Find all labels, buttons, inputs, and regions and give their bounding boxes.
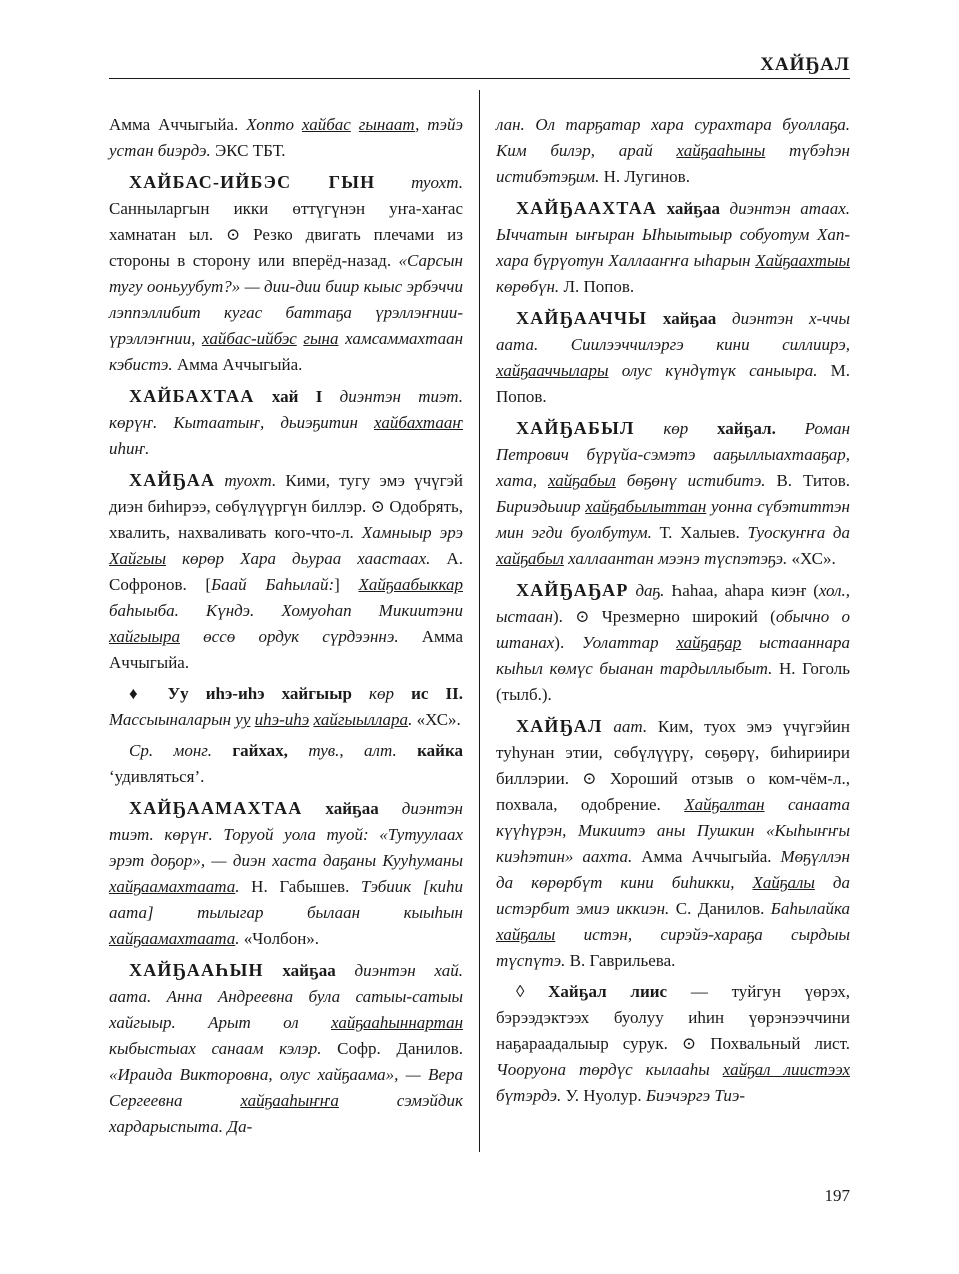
text-run: , тэйэ устан биэрдэ.: [109, 115, 464, 160]
text-run: көрөбүн.: [496, 277, 560, 296]
text-run: «ХС».: [412, 710, 461, 729]
headword: ХАЙБАХТАА: [129, 386, 255, 406]
headword: ХАЙҔААМАХТАА: [129, 798, 303, 818]
text-run: [496, 549, 564, 568]
text-run: иһиҥ.: [109, 439, 150, 458]
text-run: көрөр Хара дьураа хаастаах.: [166, 549, 431, 568]
text-run: [684, 795, 764, 814]
text-run: Ср. монг.: [129, 741, 212, 760]
text-run: хайҕал лиистээх: [722, 1060, 851, 1079]
text-run: да истэрбит эмиэ иккиэн.: [496, 873, 850, 918]
text-run: «ХС».: [787, 549, 836, 568]
text-run: өссө ордук сүрдээннэ.: [179, 627, 399, 646]
entry-khaybas-iybes-gyn: [109, 169, 463, 378]
text-run: «Чолбон».: [239, 929, 320, 948]
text-run: хайҕаамахтаата: [109, 877, 236, 896]
text-run: диэнтэн тиэт. көрүҥ. Торуой уола туой: «Тутуулаах эрэт доҕор», — диэн хаста даҕаны Кууһуманы: [109, 799, 463, 870]
text-run: «Сарсын тугу ооньуубут?» — дии-дии биир кыыс эрбэччи лэппэллибит кугас баттаҕа үрэллэҥнии-үрэллэҥнии,: [109, 251, 463, 348]
entry-khaygaakhtaa: [496, 195, 850, 300]
text-run: Н. Гоголь (тылб.).: [496, 659, 850, 704]
text-run: Амма Аччыгыйа.: [109, 115, 247, 134]
text-run: «Ираида Викторовна, олус хайҕаама», — Вера Сергеевна: [109, 1065, 463, 1110]
text-run: [496, 361, 609, 380]
text-run: кайка: [396, 741, 463, 760]
text-run: Кими, тугу эмэ үчүгэй диэн биһирээ, сөбүлүүргүн биллэр. ⊙ Одобрять, хвалить, нахваливать кого-что-л.: [109, 471, 464, 542]
text-run: Амма Аччыгыйа.: [632, 847, 781, 866]
idiom-khaygal-liis: [496, 979, 850, 1109]
text-run: хайҕабыл: [547, 471, 616, 490]
text-run: .: [235, 877, 240, 896]
text-run: хайгыыллара: [313, 710, 409, 729]
text-run: гынаат: [358, 115, 416, 134]
headword: ХАЙБАС-ИЙБЭС ГЫН: [129, 172, 376, 192]
text-run: Тэбиик [киһи аата] тылыгар былаан кыыһын: [109, 877, 463, 922]
text-run: Баай Баһылай:: [211, 575, 335, 594]
text-run: Уолаттар: [581, 633, 677, 652]
text-run: Хайҕаабыккар: [358, 575, 463, 594]
text-run: [676, 141, 765, 160]
text-run: даҕ.: [628, 581, 665, 600]
text-run: Ким, туох эмэ үчүгэйин туһунан этии, сөбүлүүрү, сөҕөрү, биһириири биллэрии. ⊙ Хороший отзыв о ком-чём-л., похвала, одобрение.: [496, 717, 850, 814]
text-run: хайҕааччылары: [496, 361, 609, 380]
text-run: иһэ-иһэ: [254, 710, 310, 729]
running-head: ХАЙҔАЛ: [760, 54, 850, 75]
text-run: хайбас: [301, 115, 351, 134]
text-run: [303, 329, 338, 348]
right-column: [496, 112, 850, 1114]
headword: ХАЙҔААҺЫН: [129, 960, 264, 980]
text-run: [755, 251, 850, 270]
text-run: .: [408, 710, 413, 729]
text-run: ]: [334, 575, 359, 594]
text-run: ис II.: [394, 684, 464, 703]
text-run: диэнтэн х-ччы аата. Сиилээччилэргэ кини силлиирэ,: [496, 309, 850, 354]
text-run: Чооруона төрдүс кылааһы: [496, 1060, 723, 1079]
text-run: [109, 549, 166, 568]
etymology-note: [109, 738, 463, 790]
text-run: [676, 633, 741, 652]
text-run: [374, 413, 463, 432]
text-run: ). ⊙ Чрезмерно широкий (: [552, 607, 776, 626]
text-run: хайҕаа: [302, 799, 379, 818]
text-run: хол., ыстаан: [496, 581, 851, 626]
text-run: Санныларгын икки өттүгүнэн уҥа-хаҥас хамнатан ыл. ⊙ Резко двигать плечами из стороны в сторону или вперёд-назад.: [109, 199, 463, 270]
entry-khaygaachchy: [496, 305, 850, 410]
entry-khaybakhtaa: [109, 383, 463, 462]
text-run: Баһылайка: [770, 899, 850, 918]
text-run: хайҕабылыттан: [585, 497, 707, 516]
text-run: хай: [254, 387, 299, 406]
text-run: Хайҕалы: [752, 873, 815, 892]
text-run: халлаантан мээнэ түспэтэҕэ.: [563, 549, 788, 568]
text-run: туохт.: [375, 173, 463, 192]
text-run: [255, 710, 310, 729]
text-run: ‘удивляться’.: [109, 767, 205, 786]
text-run: [351, 115, 359, 134]
text-run: уу: [235, 710, 251, 729]
text-run: — туйгун үөрэх, бэрээдэктээх буолуу иһин үөрэнээччини наҕараадалыыр сурук. ⊙ Похвальный лист.: [496, 982, 850, 1053]
text-run: гына: [303, 329, 339, 348]
entry-continuation: [109, 112, 463, 164]
text-run: [753, 873, 815, 892]
text-run: Мөҕүллэн да көрөрбүт кини биһикки,: [496, 847, 850, 892]
text-run: [331, 1013, 463, 1032]
text-run: уонна сүбэтиттэн мин эгди буолбутум.: [496, 497, 850, 542]
entry-khaygaahyn: [109, 957, 463, 1140]
text-run: [314, 710, 409, 729]
text-run: ◊ Хайҕал лиис: [516, 982, 668, 1001]
text-run: Хопто: [246, 115, 302, 134]
text-run: Хайгыы: [109, 549, 167, 568]
text-run: Т. Халыев.: [651, 523, 748, 542]
headword: ХАЙҔААЧЧЫ: [516, 308, 648, 328]
column-divider: [479, 90, 480, 1152]
text-run: кыбыстыах санаам кэлэр.: [109, 1039, 322, 1058]
text-run: санаата күүһүрэн, Микиитэ аны Пушкин «Кыһыҥҥы киэһэтин» аахта.: [496, 795, 851, 866]
text-run: Биэчэргэ Тиэ-: [645, 1086, 746, 1105]
headword: ХАЙҔАА: [129, 470, 216, 490]
entry-khaygal: [496, 713, 850, 974]
text-run: олус күндүтүк саныыра.: [608, 361, 818, 380]
text-run: [109, 627, 180, 646]
text-run: аат.: [602, 717, 648, 736]
text-run: [359, 115, 415, 134]
text-run: [496, 925, 555, 944]
text-run: хайҕааһыҥҥа: [240, 1091, 339, 1110]
text-run: ♦ Уу иһэ-иһэ хайгыыр: [129, 684, 352, 703]
text-run: А. Софронов. [: [109, 549, 464, 594]
text-run: Хайҕалтан: [684, 795, 765, 814]
text-run: В. Титов.: [765, 471, 850, 490]
entry-khaygabyl: [496, 415, 850, 572]
text-run: [109, 877, 235, 896]
text-run: көр: [351, 684, 394, 703]
text-run: Хайҕаахтыы: [755, 251, 850, 270]
text-run: хайгыыра: [109, 627, 180, 646]
text-run: хайҕал.: [688, 419, 776, 438]
text-run: Софр. Данилов.: [321, 1039, 463, 1058]
text-run: тув., алт.: [287, 741, 397, 760]
text-run: хайҕаа: [263, 961, 336, 980]
text-run: хайҕаҕар: [676, 633, 742, 652]
text-run: [235, 710, 250, 729]
text-run: диэнтэн тиэт. көрүҥ. Кытаатыҥ, дьиэҕитин: [109, 387, 463, 432]
text-run: [302, 115, 351, 134]
text-run: хамсаммахтаан кэбистэ.: [109, 329, 464, 374]
text-run: лан. Ол тарҕатар хара сурахтара буоллаҕа. Ким билэр, арай: [496, 115, 850, 160]
text-run: диэнтэн атаах. Ыччатын ыҥыран Ыһыытыыр собуотум Хап-хара бүрүотун Халлааҥҥа ыһарын: [496, 199, 851, 270]
text-run: Массыыналарын: [109, 710, 236, 729]
text-run: [548, 471, 616, 490]
text-run: түбэһэн истибэтэҕим.: [496, 141, 850, 186]
text-run: туохт.: [215, 471, 277, 490]
text-run: Н. Габышев.: [239, 877, 362, 896]
text-run: М. Попов.: [496, 361, 850, 406]
text-run: хайҕаа: [657, 199, 720, 218]
text-run: Хамныыр эрэ: [361, 523, 463, 542]
text-run: Амма Аччыгыйа.: [109, 627, 463, 672]
text-run: У. Нуолур.: [561, 1086, 646, 1105]
text-run: Туоскуҥҥа да: [747, 523, 850, 542]
text-run: Роман Петрович бүрүйа-сэмэтэ ааҕыллыахтааҕар, хата,: [496, 419, 850, 490]
headword: ХАЙҔААХТАА: [516, 198, 658, 218]
text-run: ЭКС ТБТ.: [210, 141, 286, 160]
idiom-uu-ihe-ihe: [109, 681, 463, 733]
text-run: бөҕөнү истибитэ.: [615, 471, 766, 490]
text-run: хайҕаа: [647, 309, 717, 328]
text-run: хайбахтааҥ: [374, 413, 463, 432]
text-run: көр: [634, 419, 689, 438]
headword: ХАЙҔАҔАР: [516, 580, 629, 600]
text-run: бүтэрдэ.: [496, 1086, 562, 1105]
text-run: хайҕааһыннартан: [331, 1013, 463, 1032]
text-run: хайбас-ийбэс: [202, 329, 297, 348]
text-run: обычно о штанах: [496, 607, 850, 652]
text-run: .: [235, 929, 240, 948]
text-run: [359, 575, 463, 594]
text-run: В. Гаврильева.: [565, 951, 676, 970]
page-number: 197: [824, 1186, 850, 1205]
text-run: хайҕааһыны: [676, 141, 766, 160]
entry-khaygaamakhtaa: [109, 795, 463, 952]
entry-khaygaa: [109, 467, 463, 676]
text-run: С. Данилов.: [669, 899, 771, 918]
left-column: [109, 112, 463, 1145]
text-run: Амма Аччыгыйа.: [172, 355, 303, 374]
headword: ХАЙҔАБЫЛ: [516, 418, 635, 438]
text-run: баһыыба. Күндэ. Хомуоһап Микиитэни: [109, 601, 463, 620]
text-run: Һаһаа, аһара киэҥ (: [664, 581, 819, 600]
text-run: Л. Попов.: [559, 277, 635, 296]
text-run: сэмэйдик хардарыспыта. Да-: [109, 1091, 463, 1136]
text-run: гайхах,: [211, 741, 288, 760]
text-run: I: [298, 387, 323, 406]
text-run: [202, 329, 297, 348]
text-run: [585, 497, 706, 516]
header-rule: [109, 78, 850, 79]
text-run: [109, 929, 235, 948]
text-run: ыстааннара кыһыл көмүс быанан тардыллыбыт.: [496, 633, 850, 678]
text-run: хайҕалы: [496, 925, 556, 944]
entry-khaygagar: [496, 577, 850, 708]
headword: ХАЙҔАЛ: [516, 716, 603, 736]
text-run: [240, 1091, 339, 1110]
text-run: хайҕаамахтаата: [109, 929, 236, 948]
text-run: Н. Лугинов.: [599, 167, 690, 186]
text-run: хайҕабыл: [496, 549, 564, 568]
text-run: диэнтэн хай. аата. Анна Андреевна була сатыы-сатыы хайгыыр. Арыт ол: [109, 961, 464, 1032]
entry-continuation: [496, 112, 850, 190]
text-run: истэн, сирэйэ-хараҕа сырдыы түспүтэ.: [496, 925, 850, 970]
text-run: Бириэдьиир: [496, 497, 586, 516]
text-run: ).: [554, 633, 582, 652]
text-run: [723, 1060, 850, 1079]
